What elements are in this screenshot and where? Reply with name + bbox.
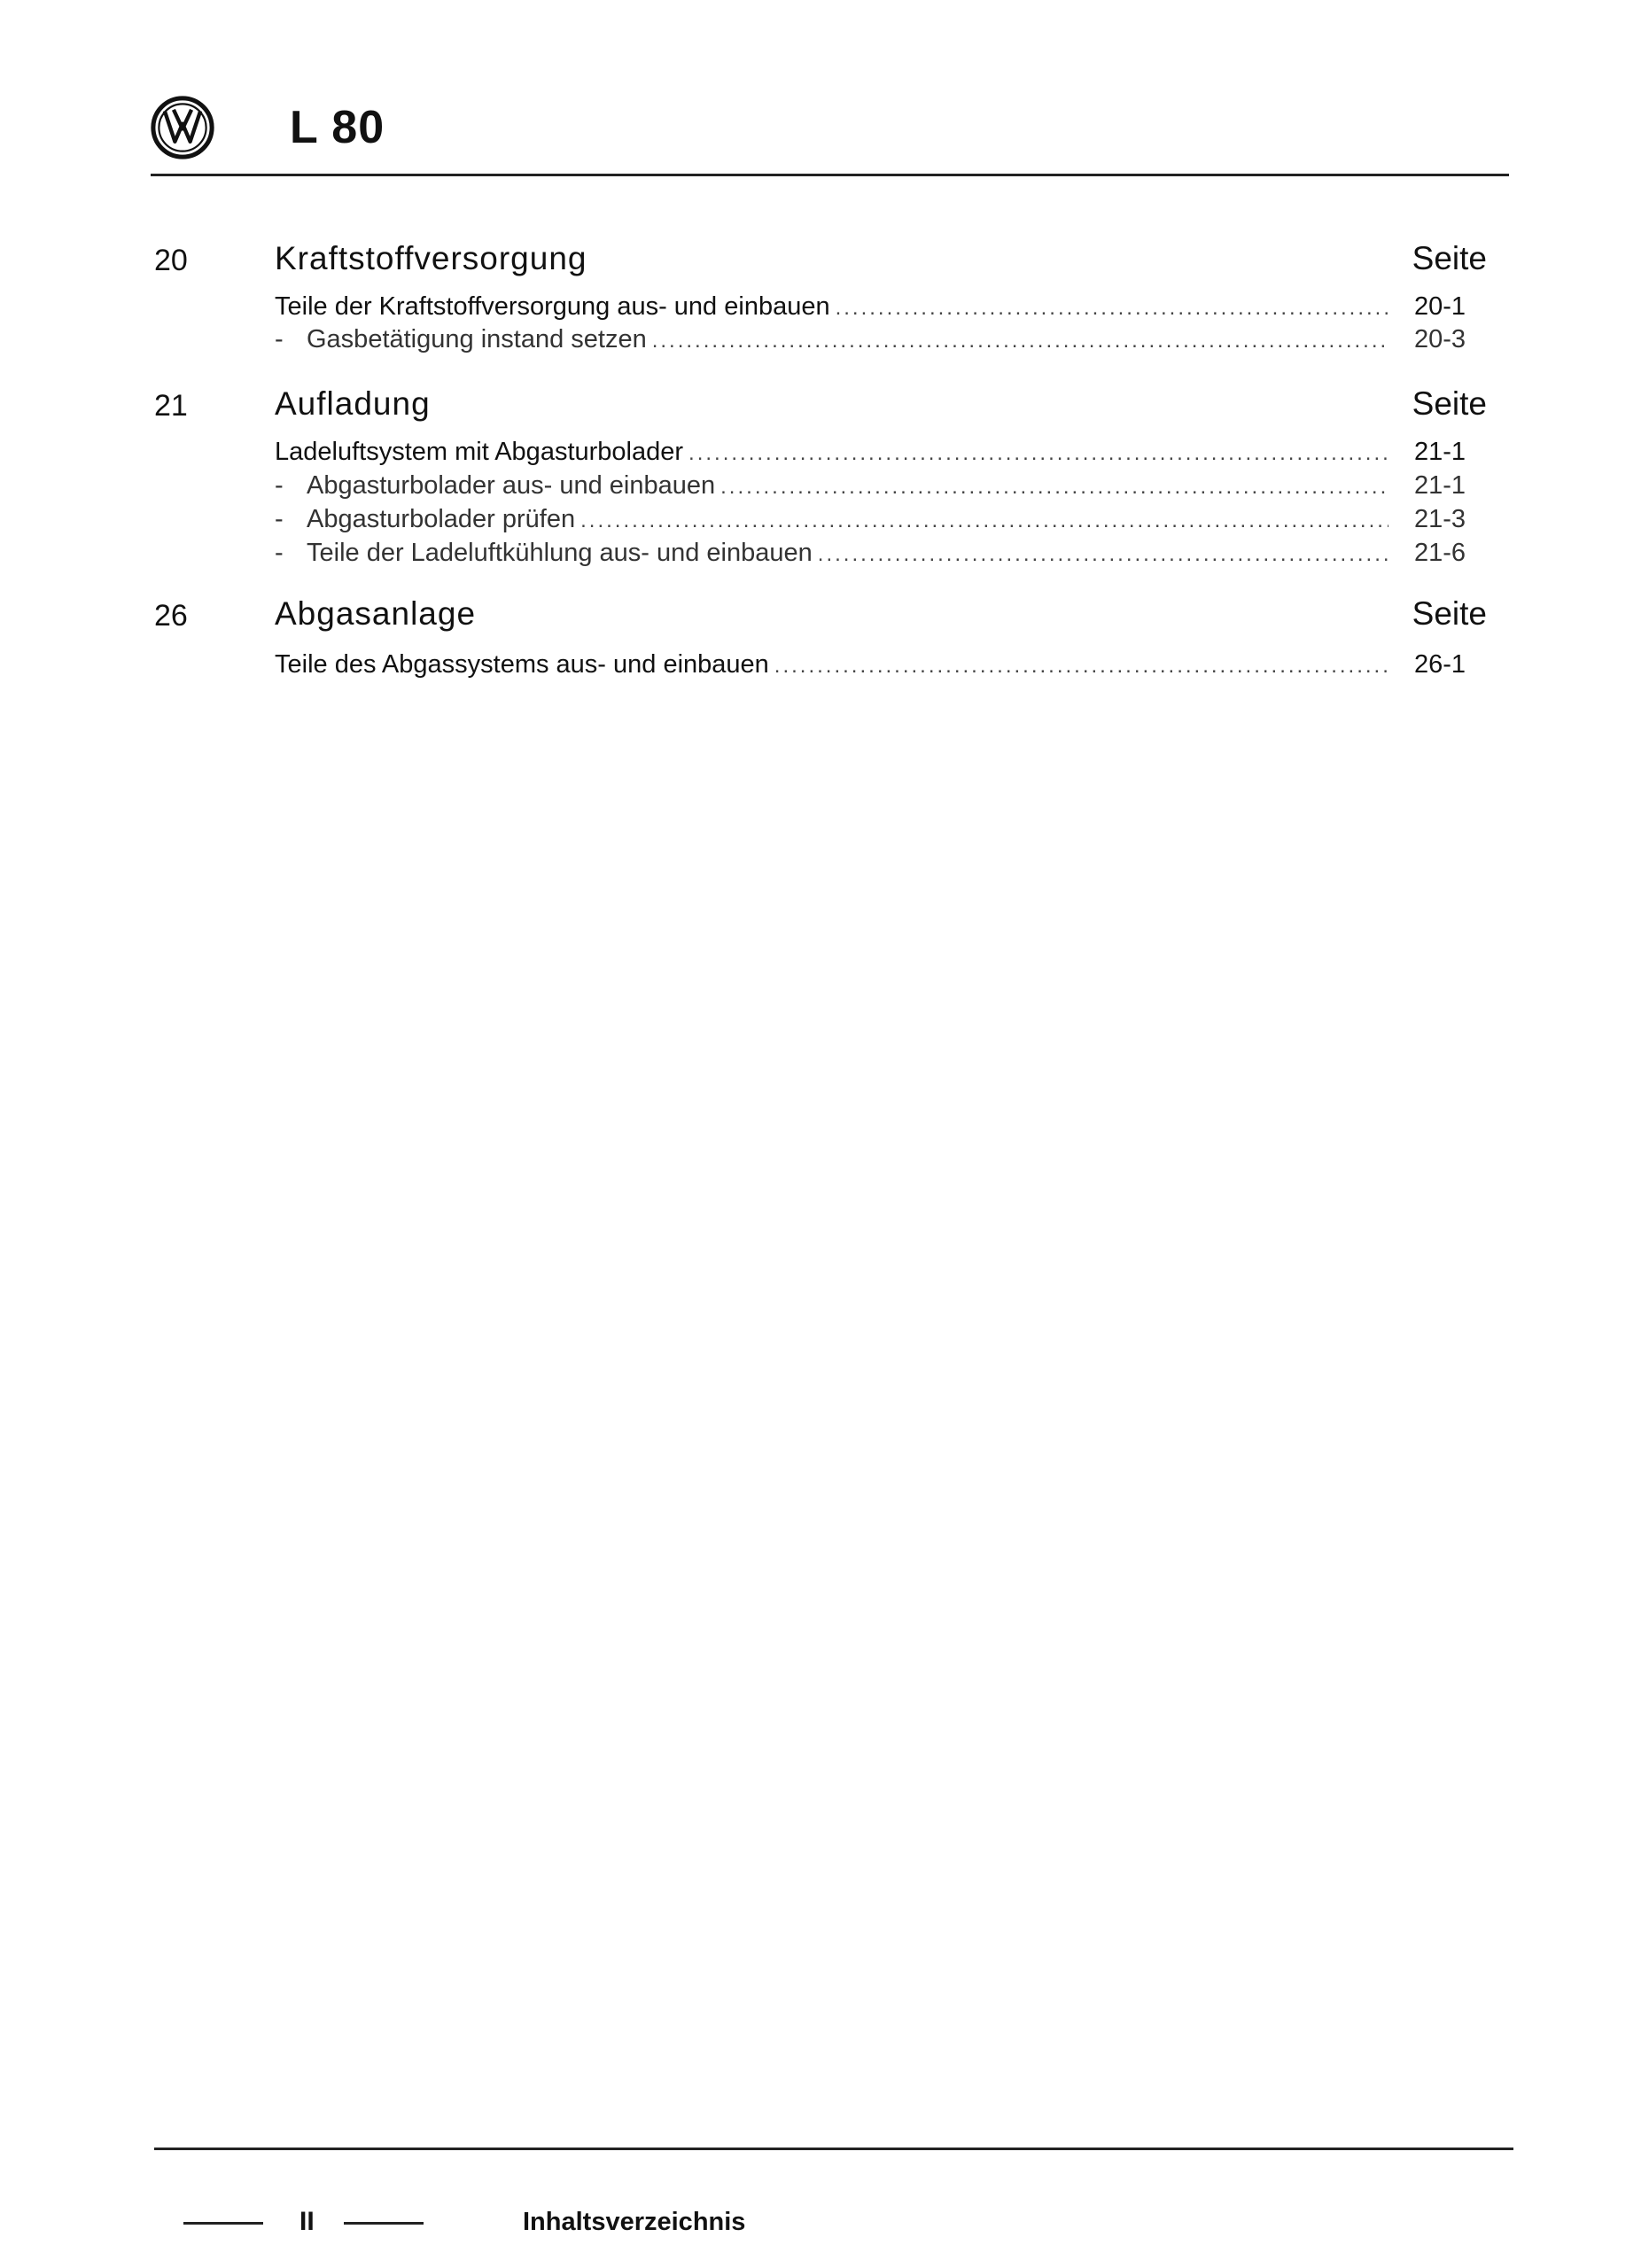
entry-text: Teile der Ladeluftkühlung aus- und einbauen [307, 539, 813, 567]
entry-dash: - [275, 539, 284, 567]
entry-dash: - [275, 471, 284, 500]
leader-dots [818, 538, 1388, 571]
toc-entry[interactable] [275, 435, 1466, 469]
entry-text: Abgasturbolader aus- und einbauen [307, 471, 716, 500]
toc-entry[interactable] [275, 648, 1466, 681]
header-divider [151, 174, 1509, 176]
section-title: Abgasanlage [275, 595, 477, 632]
toc-entry[interactable] [275, 502, 1466, 536]
footer-rule-left [183, 2222, 263, 2225]
section-number: 21 [154, 389, 188, 423]
leader-dots [720, 470, 1388, 504]
toc-entry[interactable] [275, 536, 1466, 570]
leader-dots [652, 324, 1388, 358]
section-title: Kraftstoffversorgung [275, 240, 587, 276]
leader-dots [774, 649, 1388, 683]
leader-dots [688, 437, 1388, 470]
entry-page: 21-1 [1413, 438, 1466, 466]
section-number: 20 [154, 244, 188, 277]
footer-rule-right [344, 2222, 424, 2225]
entry-text: Teile des Abgassystems aus- und einbauen [275, 650, 769, 679]
entry-page: 21-3 [1413, 505, 1466, 533]
entry-text: Ladeluftsystem mit Abgasturbolader [275, 438, 684, 466]
leader-dots [836, 291, 1388, 325]
leader-dots [580, 504, 1388, 538]
footer-title: Inhaltsverzeichnis [523, 2208, 746, 2236]
footer-divider [154, 2148, 1513, 2150]
seite-label: Seite [1412, 240, 1487, 276]
model-title: L 80 [290, 102, 385, 153]
entry-page: 21-1 [1413, 471, 1466, 500]
seite-label: Seite [1412, 385, 1487, 422]
entry-page: 20-1 [1413, 292, 1466, 321]
entry-page: 20-3 [1413, 325, 1466, 353]
section-number: 26 [154, 599, 188, 633]
toc-entry[interactable] [275, 290, 1466, 323]
entry-text: Abgasturbolader prüfen [307, 505, 576, 533]
vw-logo-icon [151, 96, 214, 159]
toc-entry[interactable] [275, 322, 1466, 356]
section-title: Aufladung [275, 385, 431, 422]
seite-label: Seite [1412, 595, 1487, 632]
entry-page: 26-1 [1413, 650, 1466, 679]
toc-entry[interactable] [275, 469, 1466, 502]
entry-page: 21-6 [1413, 539, 1466, 567]
page-number: II [299, 2207, 315, 2236]
entry-dash: - [275, 505, 284, 533]
entry-text: Gasbetätigung instand setzen [307, 325, 647, 353]
entry-dash: - [275, 325, 284, 353]
entry-text: Teile der Kraftstoffversorgung aus- und einbauen [275, 292, 830, 321]
